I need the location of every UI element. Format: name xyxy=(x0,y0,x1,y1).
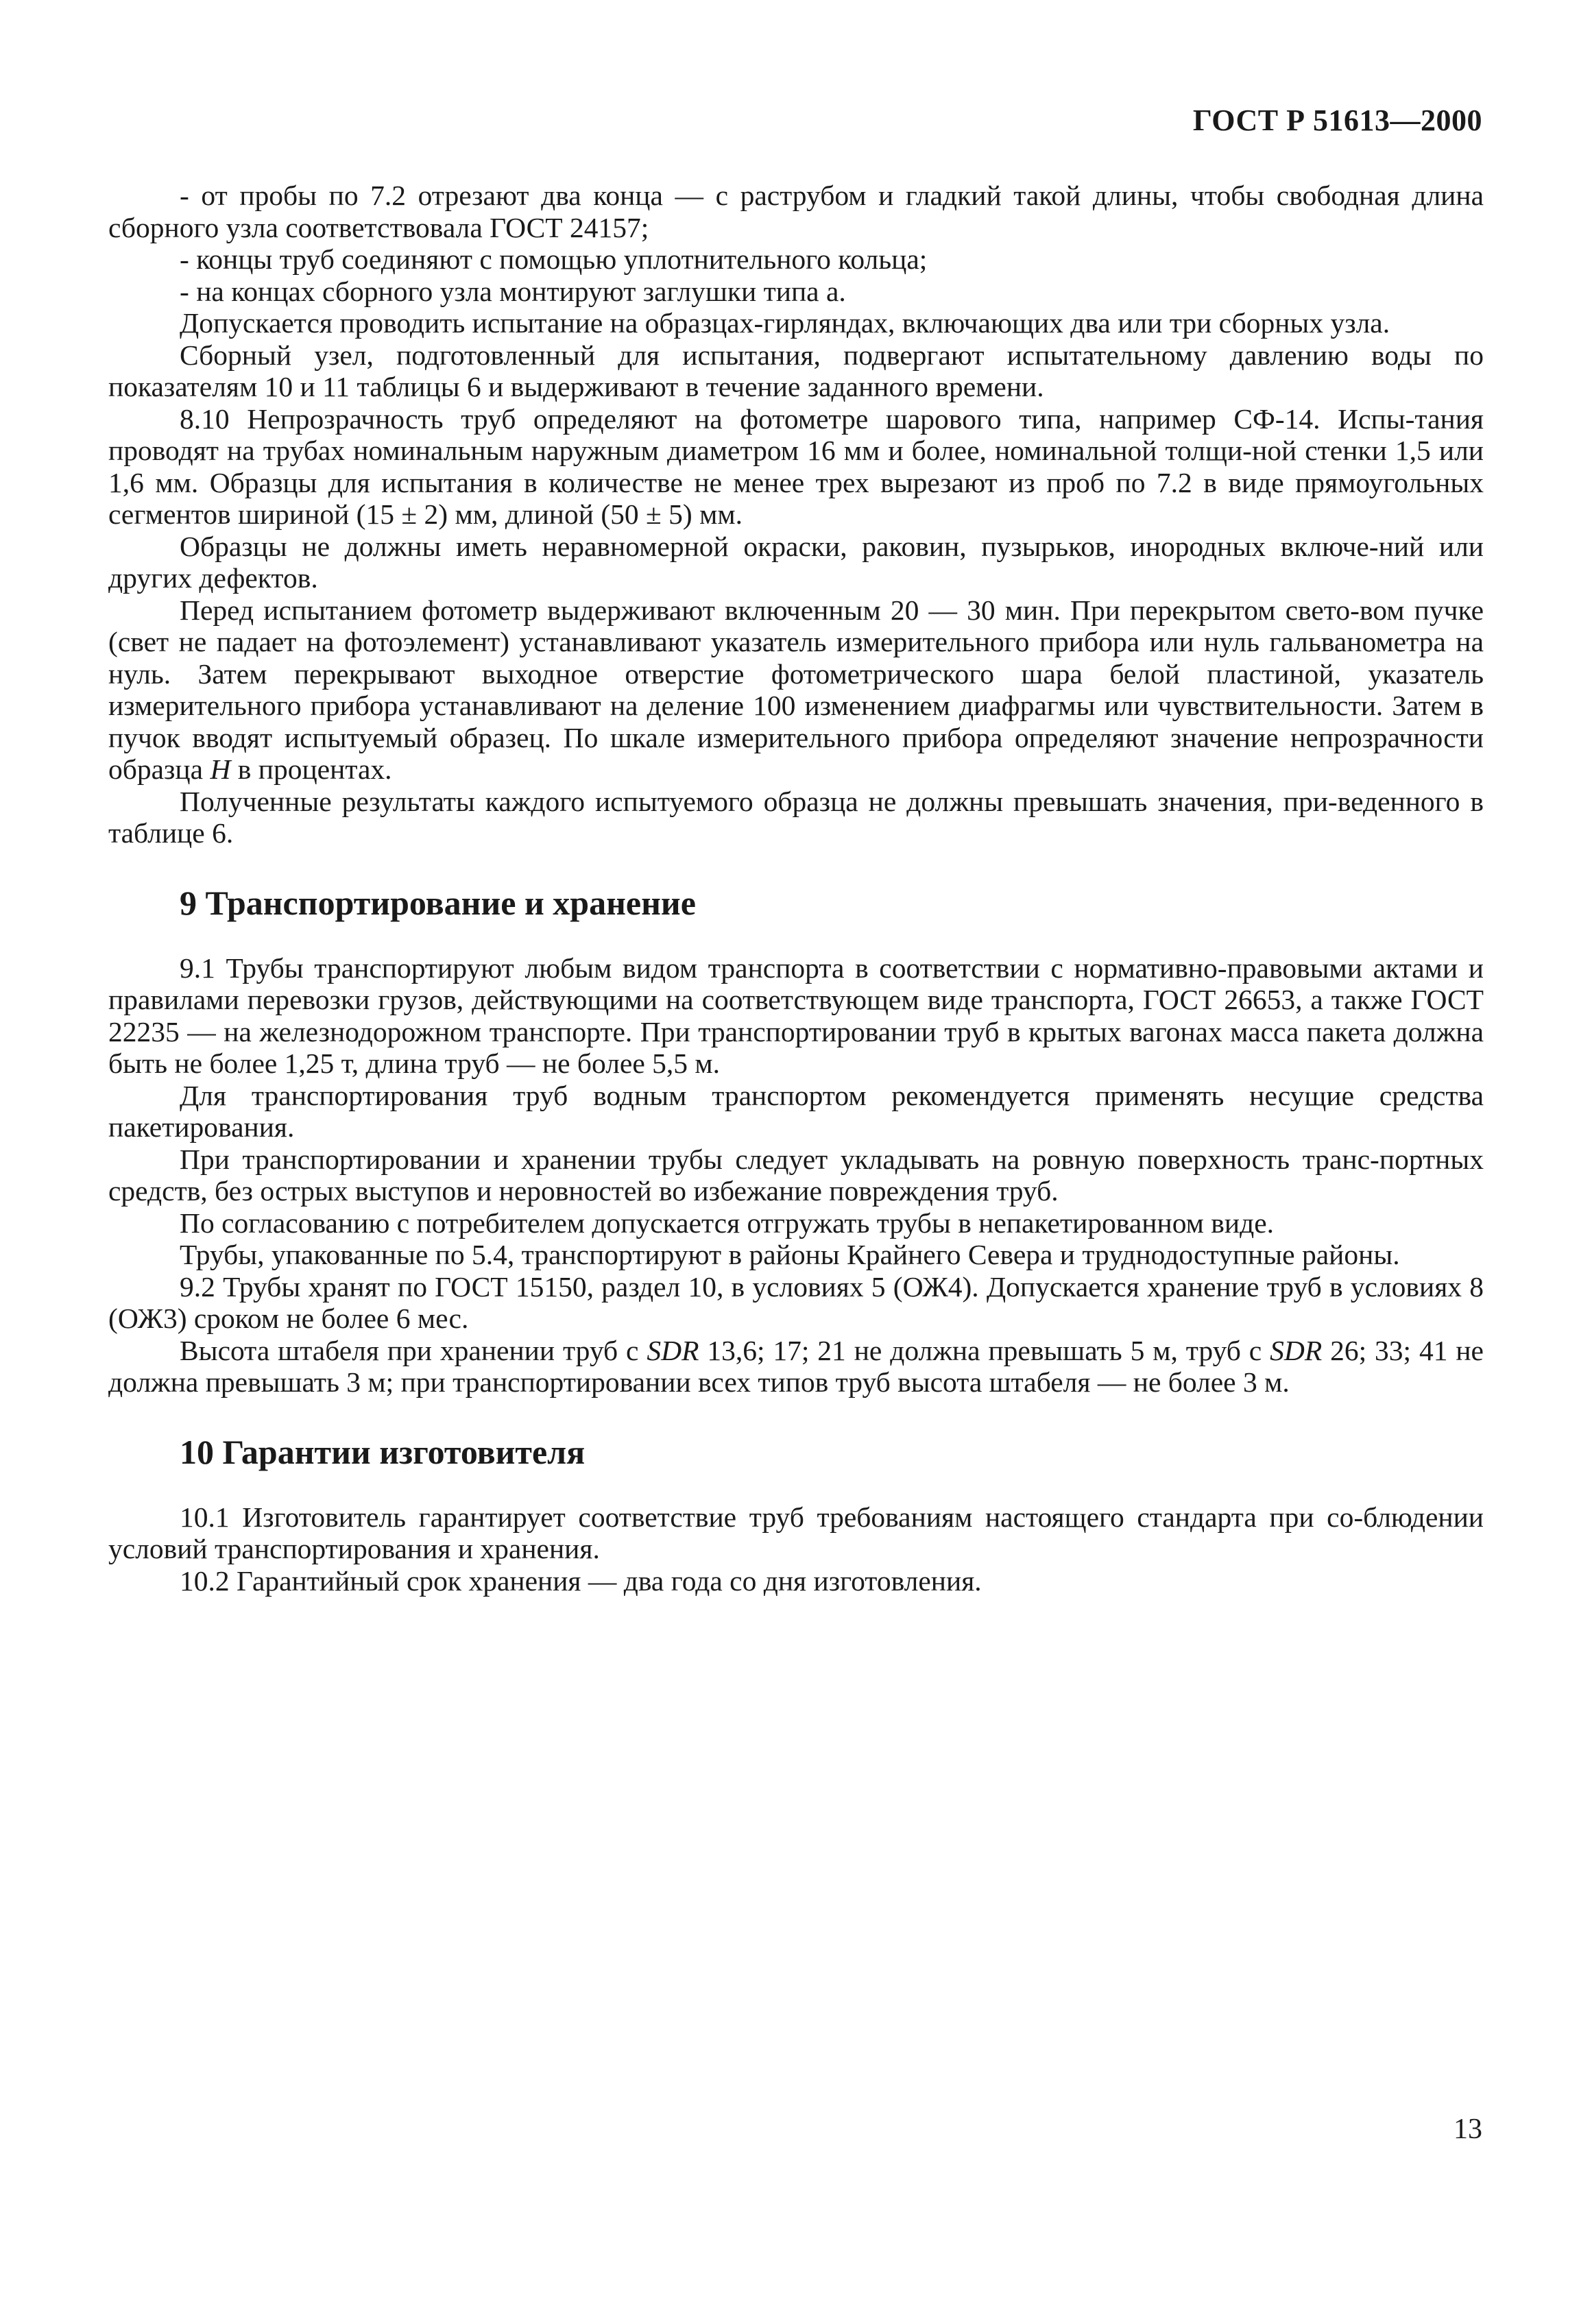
paragraph-10-1: 10.1 Изготовитель гарантирует соответствие труб требованиям настоящего стандарта при со-блюдении условий транспортирования и хранения. xyxy=(108,1501,1484,1564)
section-heading-10: 10 Гарантии изготовителя xyxy=(180,1432,586,1471)
document-body xyxy=(108,180,1484,1597)
paragraph: Образцы не должны иметь неравномерной окраски, раковин, пузырьков, инородных включе-ний или других дефектов. xyxy=(108,530,1484,594)
paragraph-9-1: 9.1 Трубы транспортируют любым видом транспорта в соответствии с нормативно-правовыми актами и правилами перевозки грузов, действующими на соответствующем виде транспорта, ГОСТ 26653, а также ГОСТ 22235 — на железнодорожном транспорте. При транспортировании труб в крытых вагонах масса пакета должна быть не более 1,25 т, длина труб — не более 5,5 м. xyxy=(108,952,1484,1079)
text-run: 26; 33; 41 не должна превышать 3 м; при транспортировании всех типов труб высота штабеля — не более 3 м. xyxy=(108,1334,1484,1398)
paragraph-9-2: 9.2 Трубы хранят по ГОСТ 15150, раздел 10, в условиях 5 (ОЖ4). Допускается хранение труб в условиях 8 (ОЖ3) сроком не более 6 мес. xyxy=(108,1270,1484,1334)
text-run: Высота штабеля при хранении труб с xyxy=(180,1334,647,1366)
paragraph: По согласованию с потребителем допускается отгружать трубы в непакетированном виде. xyxy=(180,1207,1275,1239)
sdr-term: SDR xyxy=(1270,1334,1323,1366)
paragraph: Допускается проводить испытание на образцах-гирляндах, включающих два или три сборных узла. xyxy=(180,307,1390,339)
paragraph-8-10: 8.10 Непрозрачность труб определяют на фотометре шарового типа, например СФ-14. Испы-тания проводят на трубах номинальным наружным диаметром 16 мм и более, номинальной толщи-ной стенки 1,5 или 1,6 мм. Образцы для испытания в количестве не менее трех вырезают из проб по 7.2 в виде прямоугольных сегментов шириной (15 ± 2) мм, длиной (50 ± 5) мм. xyxy=(108,402,1484,530)
variable-h: H xyxy=(210,753,231,785)
list-item: - от пробы по 7.2 отрезают два конца — с раструбом и гладкий такой длины, чтобы свободная длина сборного узла соответствовала ГОСТ 24157; xyxy=(108,180,1484,243)
paragraph xyxy=(108,1335,1484,1399)
paragraph: При транспортировании и хранении трубы следует укладывать на ровную поверхность транс-портных средств, без острых выступов и неровностей во избежание повреждения труб. xyxy=(108,1143,1484,1207)
paragraph: Сборный узел, подготовленный для испытания, подвергают испытательному давлению воды по показателям 10 и 11 таблицы 6 и выдерживают в течение заданного времени. xyxy=(108,339,1484,402)
text-run: в процентах. xyxy=(230,753,392,785)
text-run: Перед испытанием фотометр выдерживают включенным 20 — 30 мин. При перекрытом свето-вом пучке (свет не падает на фотоэлемент) устанавливают указатель измерительного прибора или нуль гальванометра на нуль. Затем перекрывают выходное отверстие фотометрического шара белой пластиной, указатель измерительного прибора устанавливают на деление 100 изменением диафрагмы или чувствительности. Затем в пучок вводят испытуемый образец. По шкале измерительного прибора определяют значение непрозрачности образца xyxy=(108,594,1484,785)
document-id-header: ГОСТ Р 51613—2000 xyxy=(1192,104,1482,137)
section-heading-9: 9 Транспортирование и хранение xyxy=(180,883,696,922)
text-run: 13,6; 17; 21 не должна превышать 5 м, труб с xyxy=(699,1334,1270,1366)
list-item: - на концах сборного узла монтируют заглушки типа а. xyxy=(180,275,846,307)
paragraph: Полученные результаты каждого испытуемого образца не должны превышать значения, при-веденного в таблице 6. xyxy=(108,785,1484,849)
list-item: - концы труб соединяют с помощью уплотнительного кольца; xyxy=(180,243,928,275)
paragraph: Для транспортирования труб водным транспортом рекомендуется применять несущие средства пакетирования. xyxy=(108,1079,1484,1143)
page-number: 13 xyxy=(1454,2114,1482,2145)
paragraph xyxy=(108,594,1484,786)
paragraph-10-2: 10.2 Гарантийный срок хранения — два года со дня изготовления. xyxy=(180,1564,982,1597)
paragraph: Трубы, упакованные по 5.4, транспортируют в районы Крайнего Севера и труднодоступные районы. xyxy=(180,1239,1400,1270)
sdr-term: SDR xyxy=(647,1334,699,1366)
